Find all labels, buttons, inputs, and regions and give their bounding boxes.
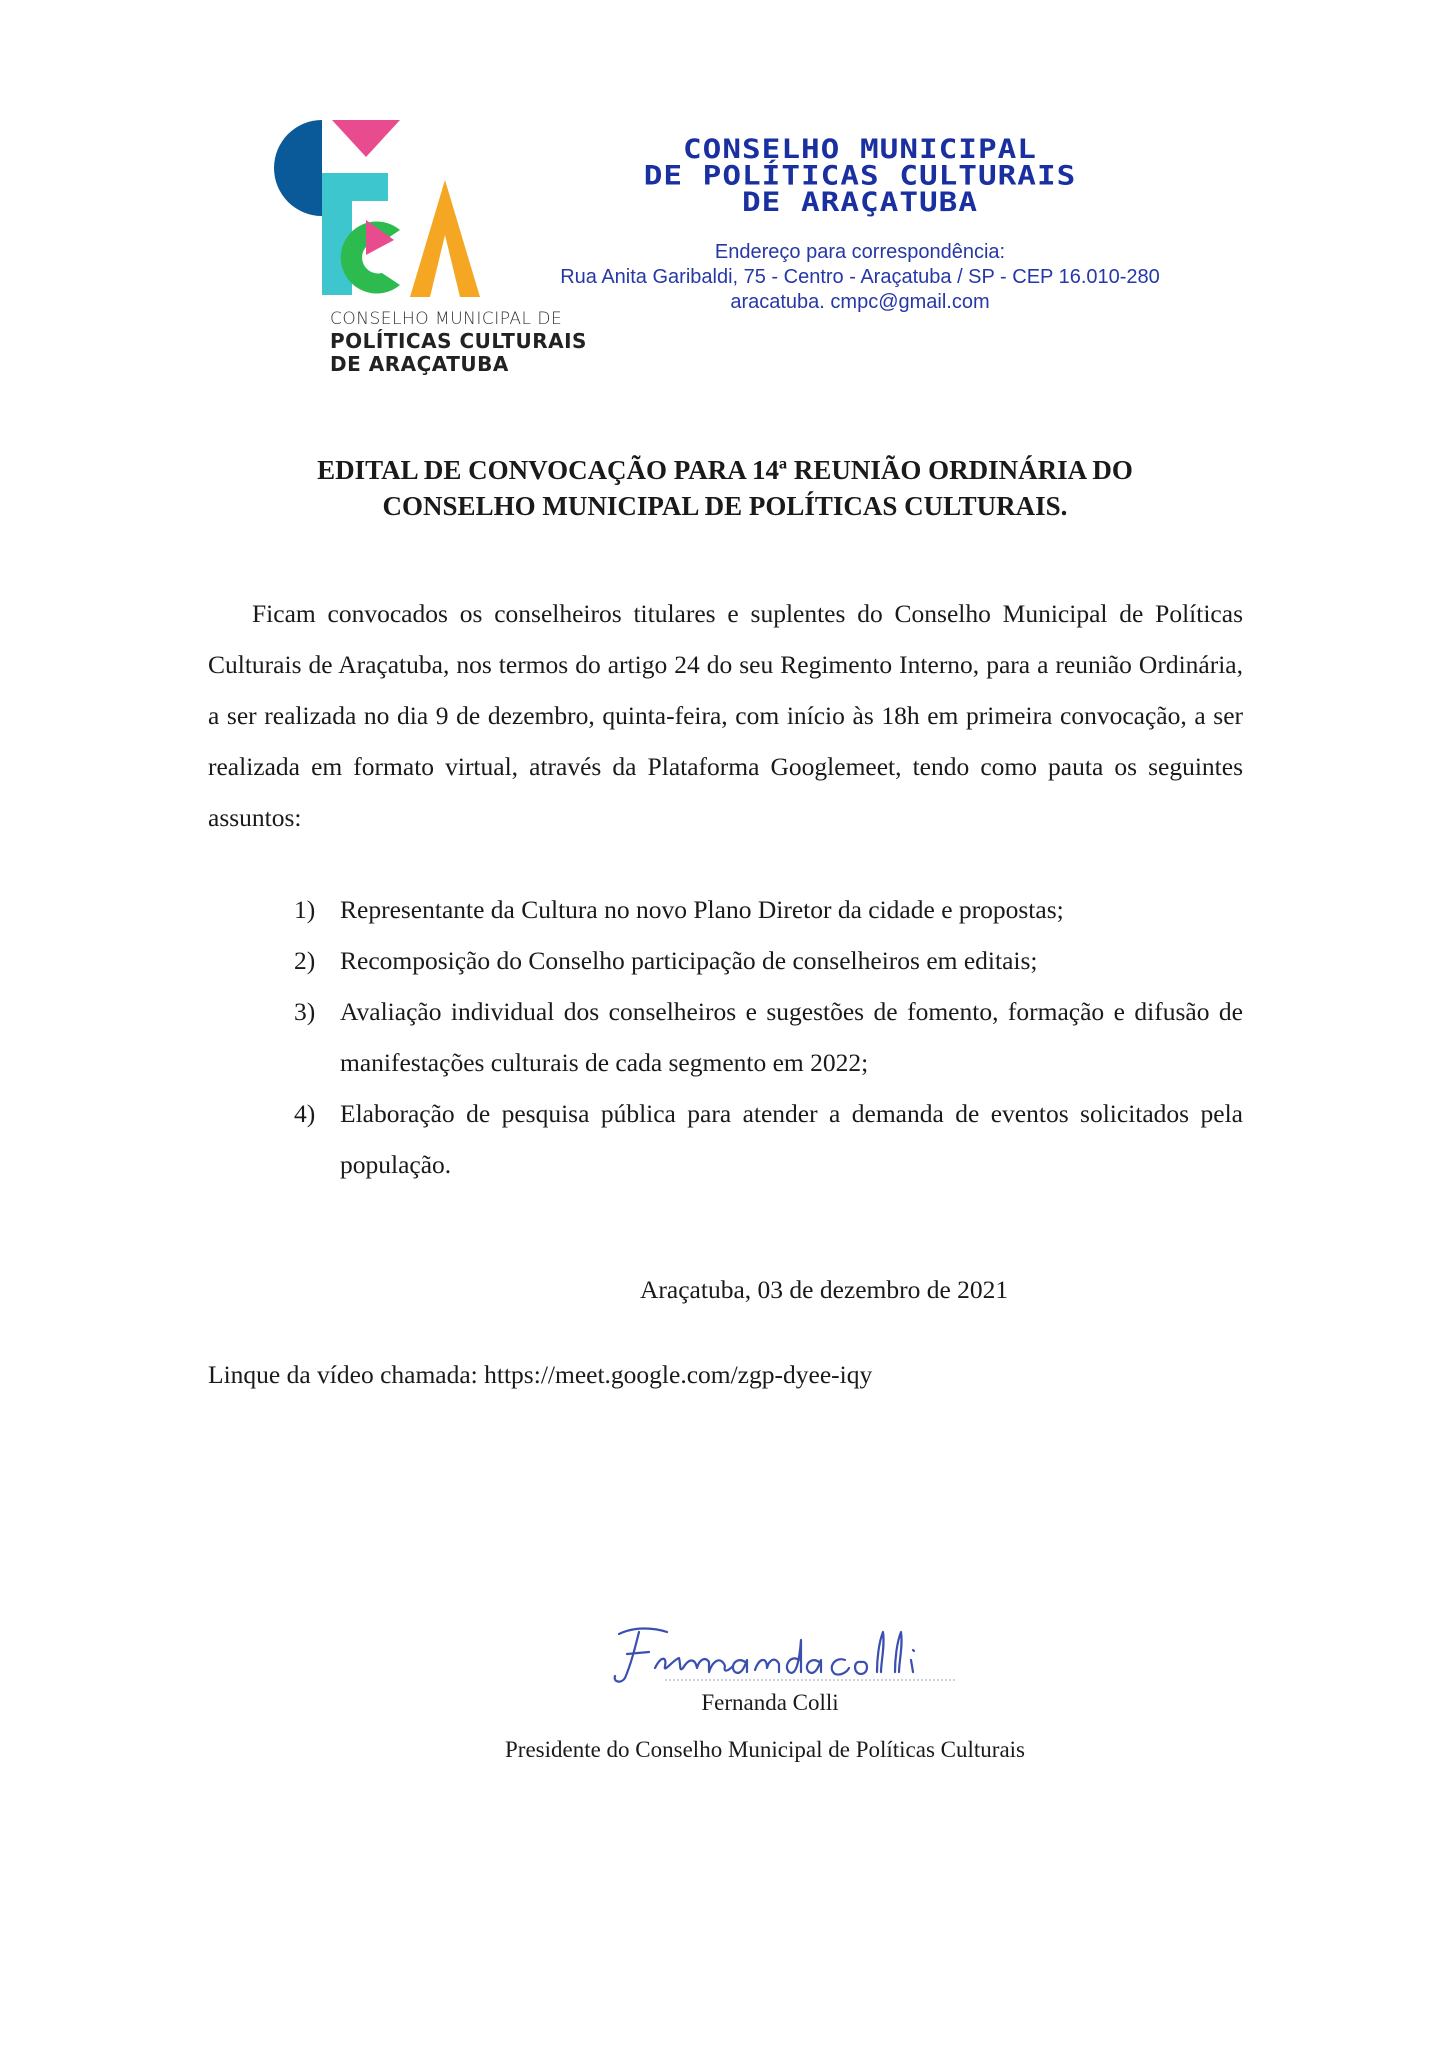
agenda-item-number: 3)	[294, 997, 316, 1026]
document-title	[210, 452, 1240, 524]
agenda-item	[290, 935, 1243, 986]
logo-caption-line1: CONSELHO MUNICIPAL DE	[330, 309, 563, 329]
agenda-item	[290, 884, 1243, 935]
address-email: aracatuba. cmpc@gmail.com	[730, 291, 990, 313]
agenda-item-number: 2)	[294, 946, 316, 975]
address-label: Endereço para correspondência:	[714, 241, 1006, 263]
date-line: Araçatuba, 03 de dezembro de 2021	[640, 1275, 1009, 1304]
meeting-link-line: Linque da vídeo chamada: https://meet.google.com/zgp-dyee-iqy	[208, 1360, 873, 1389]
logo-caption-line2: POLÍTICAS CULTURAIS	[330, 328, 587, 353]
correspondence-address	[540, 240, 1180, 315]
logo-caption-line3: DE ARAÇATUBA	[330, 351, 509, 376]
logo-blue-shape	[274, 120, 322, 216]
signer-role: Presidente do Conselho Municipal de Políticas Culturais	[505, 1737, 1025, 1762]
agenda-item-text: Representante da Cultura no novo Plano Diretor da cidade e propostas;	[340, 895, 1064, 924]
logo-orange-a	[410, 180, 480, 297]
council-title-line1: CONSELHO MUNICIPAL	[683, 134, 1037, 166]
document-title-line2: CONSELHO MUNICIPAL DE POLÍTICAS CULTURAIS.	[382, 491, 1068, 521]
handwritten-signature	[605, 1620, 965, 1690]
document-title-line1: EDITAL DE CONVOCAÇÃO PARA 14ª REUNIÃO ORDINÁRIA DO	[317, 455, 1133, 485]
council-title-line3: DE ARAÇATUBA	[742, 187, 978, 218]
agenda-item	[290, 986, 1243, 1088]
logo-caption	[330, 310, 587, 376]
intro-paragraph: Ficam convocados os conselheiros titulares e suplentes do Conselho Municipal de Políticas Culturais de Araçatuba, nos termos do artigo 24 do seu Regimento Interno, para a reunião Ordinária, a ser realizada no dia 9 de dezembro, quinta-feira, com início às 18h em primeira convocação, a ser realizada em formato virtual, através da Plataforma Googlemeet, tendo como pauta os seguintes assuntos:	[208, 599, 1243, 832]
agenda-item-text: Recomposição do Conselho participação de conselheiros em editais;	[340, 946, 1038, 975]
council-logo	[270, 115, 490, 300]
agenda-item-text: Avaliação individual dos conselheiros e sugestões de fomento, formação e difusão de manifestações culturais de cada segmento em 2022;	[340, 997, 1243, 1077]
agenda-item	[290, 1088, 1243, 1190]
agenda-item-text: Elaboração de pesquisa pública para atender a demanda de eventos solicitados pela população.	[340, 1099, 1243, 1179]
logo-pink-triangle	[332, 120, 400, 157]
agenda-list	[290, 884, 1243, 1190]
council-title-line2: DE POLÍTICAS CULTURAIS	[643, 160, 1077, 192]
address-street: Rua Anita Garibaldi, 75 - Centro - Araçatuba / SP - CEP 16.010-280	[560, 266, 1160, 288]
agenda-item-number: 4)	[294, 1099, 316, 1128]
council-title	[540, 134, 1180, 218]
agenda-item-number: 1)	[294, 895, 316, 924]
signer-name: Fernanda Colli	[701, 1690, 839, 1715]
